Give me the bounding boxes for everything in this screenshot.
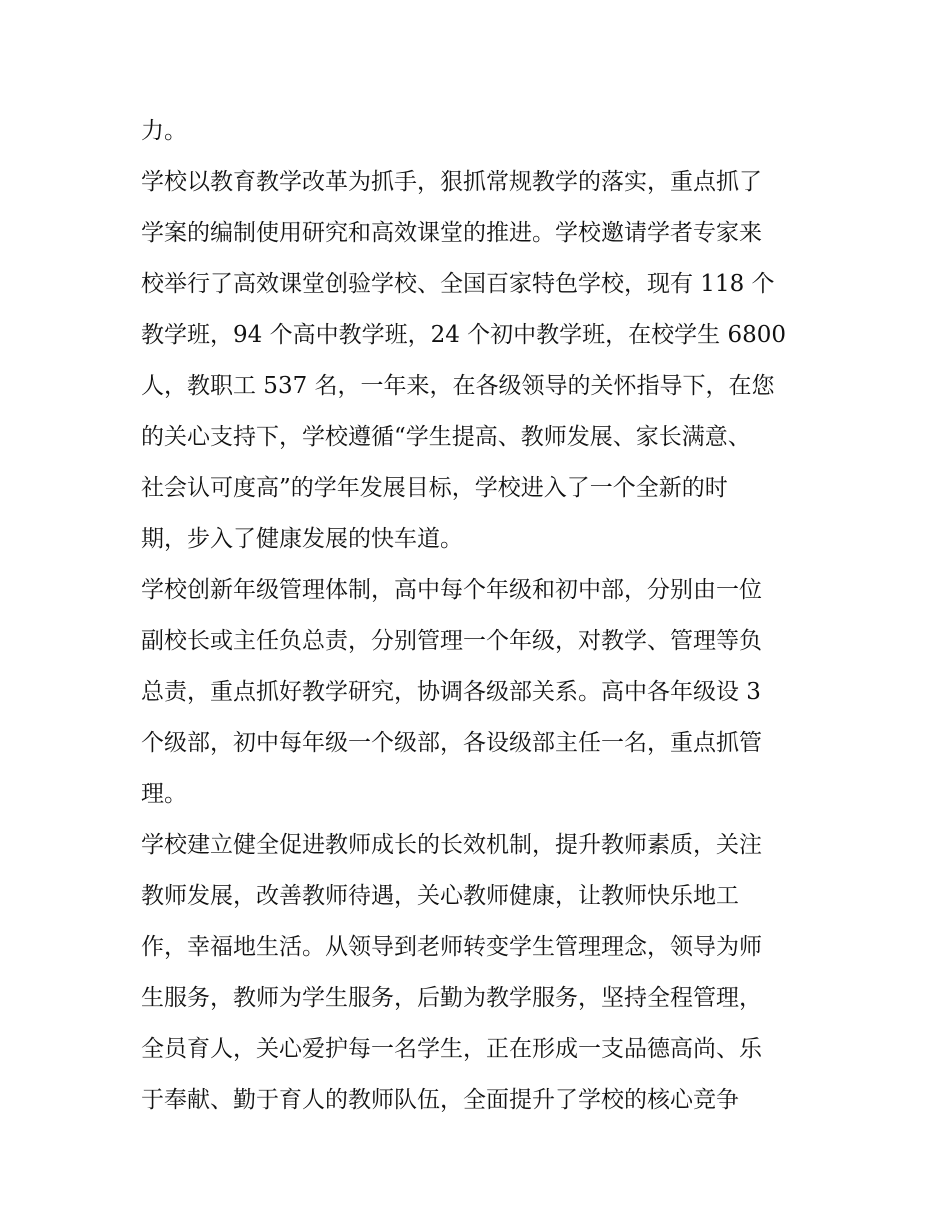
paragraph-line: 副校长或主任负总责，分别管理一个年级，对教学、管理等负 [141,628,762,654]
paragraph-line: 教学班，94 个高中教学班，24 个初中教学班，在校学生 6800 [141,322,786,348]
paragraph-line: 总责，重点抓好教学研究，协调各级部关系。高中各年级设 3 [141,679,761,705]
paragraph-line: 全员育人，关心爱护每一名学生，正在形成一支品德高尚、乐 [141,1036,762,1062]
paragraph-line: 期，步入了健康发展的快车道。 [141,526,463,552]
paragraph-3 [141,565,821,820]
paragraph-line: 作，幸福地生活。从领导到老师转变学生管理理念，领导为师 [141,934,762,960]
paragraph-line: 教师发展，改善教师待遇，关心教师健康，让教师快乐地工 [141,883,739,909]
paragraph-line: 人，教职工 537 名，一年来，在各级领导的关怀指导下，在您 [141,373,775,399]
paragraph-line: 生服务，教师为学生服务，后勤为教学服务，坚持全程管理， [141,985,762,1011]
paragraph-1 [141,106,821,157]
paragraph-4 [141,820,821,1126]
paragraph-line: 学校以教育教学改革为抓手，狠抓常规教学的落实，重点抓了 [141,169,762,195]
paragraph-2 [141,157,821,565]
paragraph-line: 于奉献、勤于育人的教师队伍，全面提升了学校的核心竞争 [141,1087,739,1113]
paragraph-line: 社会认可度高”的学年发展目标，学校进入了一个全新的时 [141,475,728,501]
paragraph-line: 的关心支持下，学校遵循“学生提高、教师发展、家长满意、 [141,424,751,450]
paragraph-line: 力。 [141,118,187,144]
paragraph-line: 学校创新年级管理体制，高中每个年级和初中部，分别由一位 [141,577,762,603]
paragraph-line: 理。 [141,781,187,807]
paragraph-line: 学案的编制使用研究和高效课堂的推进。学校邀请学者专家来 [141,220,762,246]
paragraph-line: 个级部，初中每年级一个级部，各设级部主任一名，重点抓管 [141,730,762,756]
paragraph-line: 校举行了高效课堂创验学校、全国百家特色学校，现有 118 个 [141,271,775,297]
paragraph-line: 学校建立健全促进教师成长的长效机制，提升教师素质，关注 [141,832,762,858]
document-page [141,106,821,1126]
